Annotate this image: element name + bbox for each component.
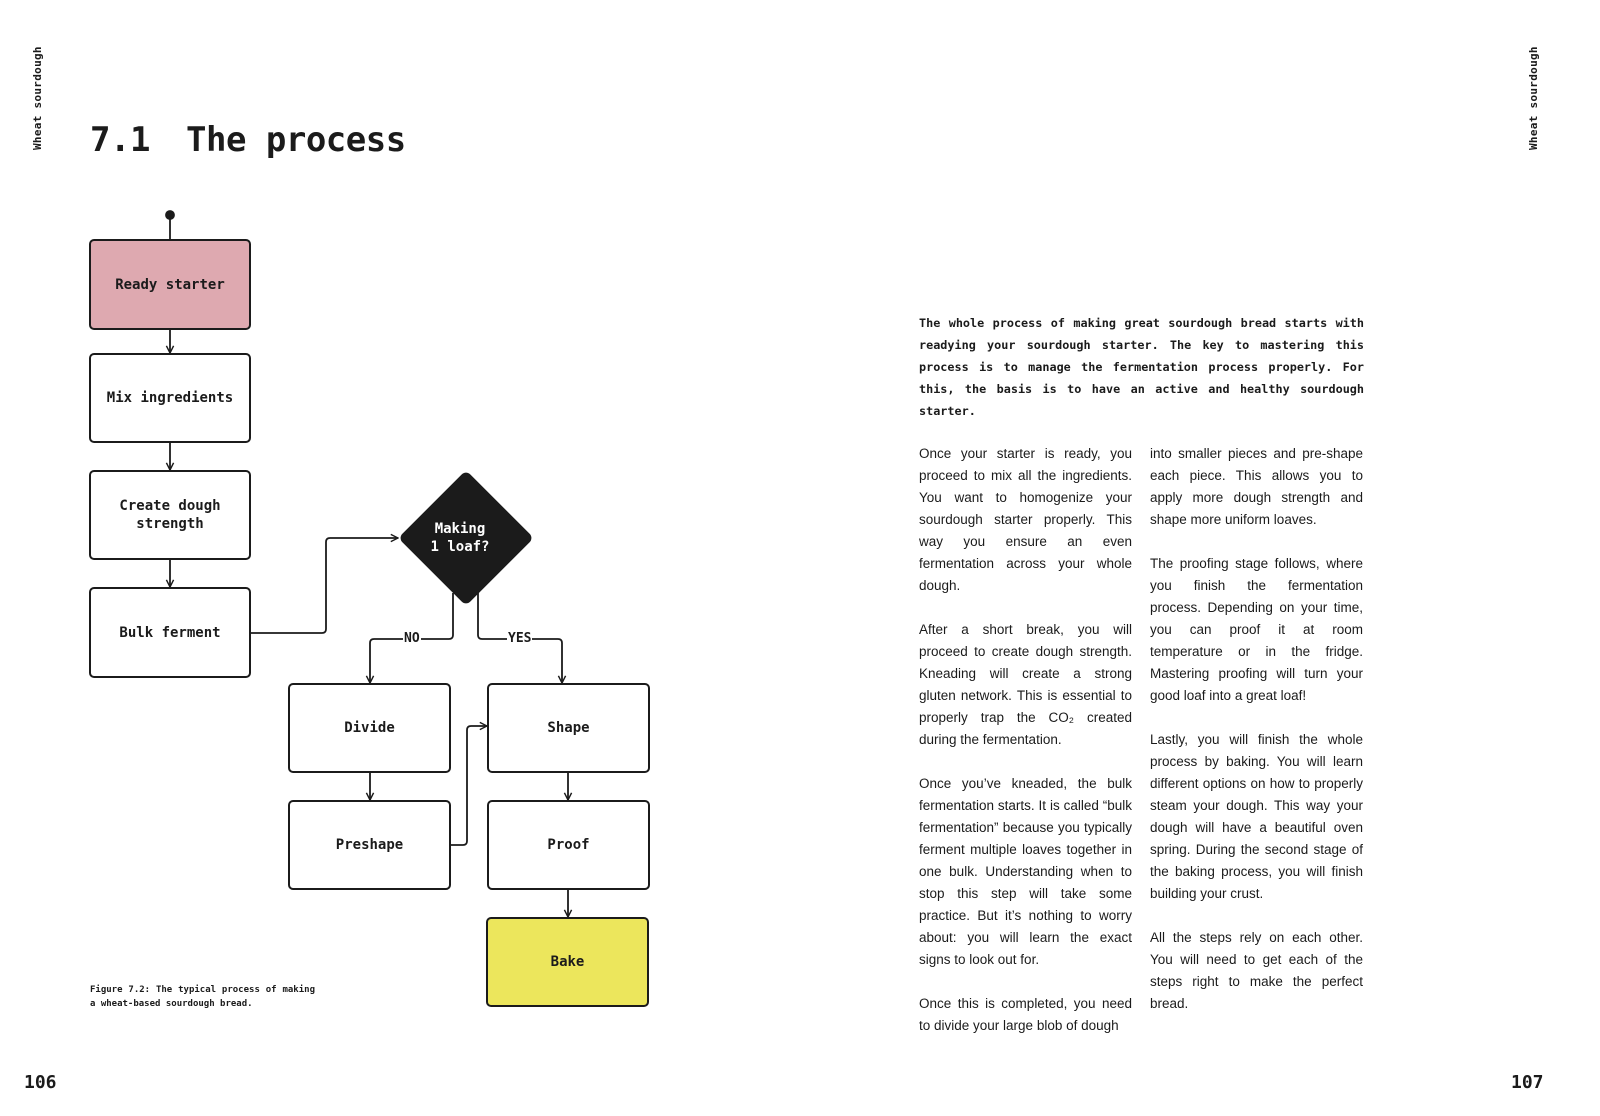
body-paragraph: Once you’ve kneaded, the bulk fermentation starts. It is called “bulk fermentation” because you typically ferment multiple loaves together in one bulk. Understanding when to stop this step will take some practice. But it’s nothing to worry about: you will learn the exact signs to look out for.: [919, 776, 1132, 967]
node-mix-ingredients: [89, 353, 251, 443]
node-label: Bulk ferment: [119, 624, 221, 641]
chapter-title: The process: [186, 120, 406, 160]
node-label-line-1: Create dough: [119, 498, 221, 514]
chapter-number: 7.1: [90, 120, 150, 160]
node-proof: [487, 800, 650, 890]
node-label: Shape: [547, 720, 590, 736]
body-paragraph: Lastly, you will finish the whole process by baking. You will learn different options on how to properly steam your dough. This way your dough will have a beautiful oven spring. During the second stage of the baking process, you will finish building your crust.: [1150, 732, 1363, 901]
node-create-dough-strength: [89, 470, 251, 560]
decision-label-line-1: Making: [434, 521, 486, 537]
figure-caption: Figure 7.2: The typical process of making a wheat-based sourdough bread.: [90, 985, 315, 1009]
intro-paragraph: The whole process of making great sourdough bread starts with readying your sourdough starter. The key to mastering this process is to manage the fermentation process properly. For this, the basis is to have an active and healthy sourdough starter.: [919, 316, 1364, 418]
node-label: Preshape: [335, 837, 404, 853]
node-divide: [288, 683, 451, 773]
body-paragraph: Once your starter is ready, you proceed to mix all the ingredients. You want to homogenize your sourdough starter properly. This way you ensure an even fermentation across your whole dough.: [919, 446, 1132, 593]
node-bulk-ferment: [89, 587, 251, 678]
node-ready-starter: [89, 239, 251, 330]
arrow-preshape-to-shape: [451, 726, 487, 845]
node-label: Proof: [547, 837, 590, 853]
body-column-2: [1150, 443, 1363, 1037]
node-label: Bake: [550, 954, 585, 970]
right-page: [800, 0, 1600, 1116]
branch-label-yes: YES: [508, 631, 532, 646]
decision-label-line-2: 1 loaf?: [430, 539, 490, 555]
node-bake: [486, 917, 649, 1007]
running-head: Wheat sourdough: [1527, 46, 1540, 150]
decision-label: [405, 520, 515, 556]
body-paragraph: After a short break, you will proceed to create dough strength. Kneading will create a strong gluten network. This is essential to properly trap the CO₂ created during the fermentation.: [919, 622, 1132, 747]
arrow-bulk-to-decision: [251, 538, 398, 633]
body-paragraph: into smaller pieces and pre-shape each piece. This allows you to apply more dough strength and shape more uniform loaves.: [1150, 446, 1363, 527]
body-paragraph: The proofing stage follows, where you finish the fermentation process. Depending on your time, you can proof it at room temperature or in the fridge. Mastering proofing will turn your good loaf into a great loaf!: [1150, 556, 1363, 703]
body-column-1: [919, 443, 1132, 1059]
node-preshape: [288, 800, 451, 890]
body-paragraph: Once this is completed, you need to divide your large blob of dough: [919, 996, 1132, 1033]
body-paragraph: All the steps rely on each other. You will need to get each of the steps right to make the perfect bread.: [1150, 930, 1363, 1011]
page-number: 107: [1511, 1072, 1544, 1093]
node-label-line-2: strength: [136, 516, 204, 532]
node-label: Mix ingredients: [106, 390, 234, 406]
page-number: 106: [24, 1072, 57, 1093]
running-head: Wheat sourdough: [31, 46, 44, 150]
branch-label-no: NO: [404, 631, 420, 646]
node-label: Ready starter: [115, 276, 225, 293]
node-label: Divide: [344, 720, 395, 736]
node-shape: [487, 683, 650, 773]
